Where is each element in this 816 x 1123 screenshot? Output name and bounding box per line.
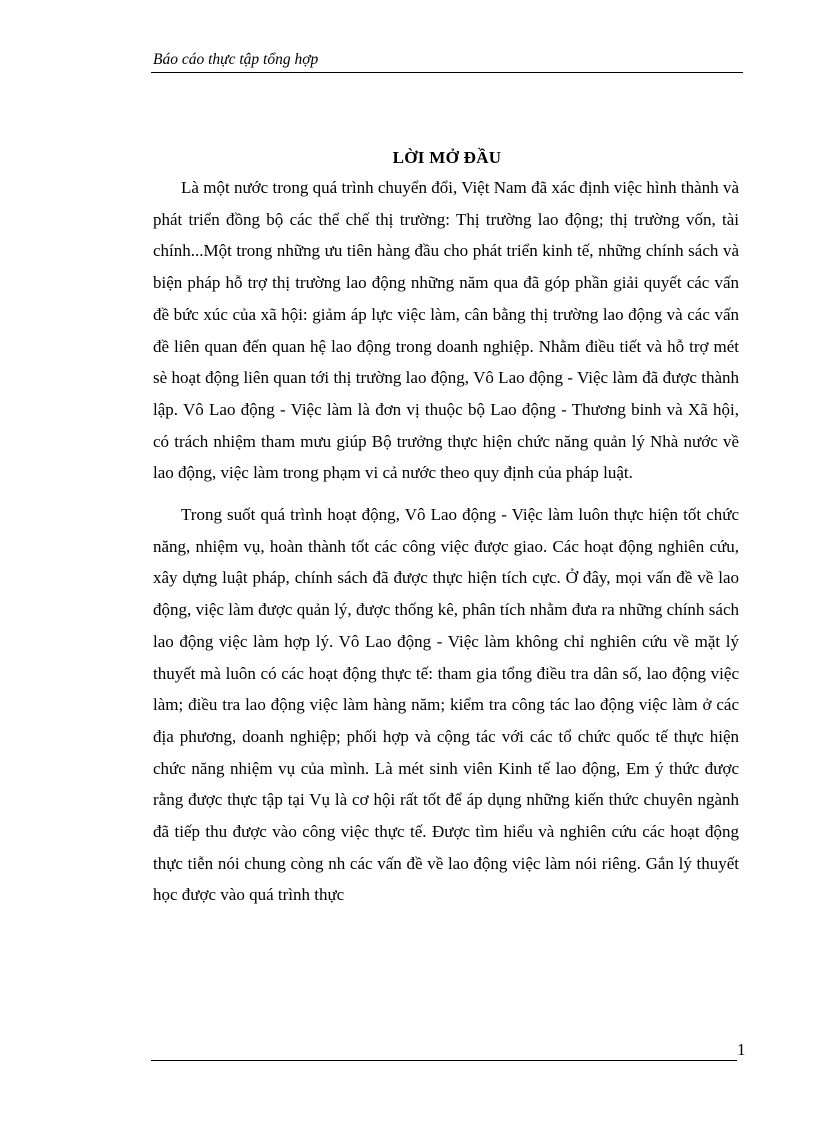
document-body <box>153 172 739 911</box>
body-paragraph-1: Là một nước trong quá trình chuyển đổi, Việt Nam đã xác định việc hình thành và phát triển đồng bộ các thể chế thị trường: Thị trường lao động; thị trường vốn, tài chính...Một trong những ưu tiên hàng đầu cho phát triển kinh tế, những chính sách và biện pháp hỗ trợ thị trường lao động những năm qua đã góp phần giải quyết các vấn đề bức xúc của xã hội: giảm áp lực việc làm, cân bằng thị trường lao động và các vấn đề liên quan đến quan hệ lao động trong doanh nghiệp. Nhằm điều tiết và hỗ trợ mét sè hoạt động liên quan tới thị trường lao động, Vô Lao động - Việc làm đã được thành lập. Vô Lao động - Việc làm là đơn vị thuộc bộ Lao động - Thương binh và Xã hội, có trách nhiệm tham mưu giúp Bộ trưởng thực hiện chức năng quản lý Nhà nước về lao động, việc làm trong phạm vi cả nước theo quy định của pháp luật. <box>153 178 739 483</box>
running-header <box>151 48 743 73</box>
footer-rule <box>151 1060 737 1061</box>
running-header-title: Báo cáo thực tập tổng hợp <box>153 51 319 68</box>
document-title: LỜI MỞ ĐẦU <box>392 148 502 167</box>
body-paragraph-2: Trong suốt quá trình hoạt động, Vô Lao động - Việc làm luôn thực hiện tốt chức năng, nhiệm vụ, hoàn thành tốt các công việc được giao. Các hoạt động nghiên cứu, xây dựng luật pháp, chính sách đã được thực hiện tích cực. Ở đây, mọi vấn đề về lao động, việc làm được quản lý, được thống kê, phân tích nhằm đưa ra những chính sách lao động việc làm hợp lý. Vô Lao động - Việc làm không chỉ nghiên cứu về mặt lý thuyết mà luôn có các hoạt động thực tế: tham gia tổng điều tra dân số, lao động việc làm; điều tra lao động việc làm hàng năm; kiểm tra công tác lao động việc làm ở các địa phương, doanh nghiệp; phối hợp và cộng tác với các tổ chức quốc tế thực hiện chức năng nhiệm vụ của mình. Là mét sinh viên Kinh tế lao động, Em ý thức được rằng được thực tập tại Vụ là cơ hội rất tốt để áp dụng những kiến thức chuyên ngành đã tiếp thu được vào công việc thực tế. Được tìm hiểu và nghiên cứu các hoạt động thực tiễn nói chung còng nh các vấn đề về lao động việc làm nói riêng. Gắn lý thuyết học được vào quá trình thực <box>153 505 739 905</box>
page-number: 1 <box>737 1040 746 1059</box>
